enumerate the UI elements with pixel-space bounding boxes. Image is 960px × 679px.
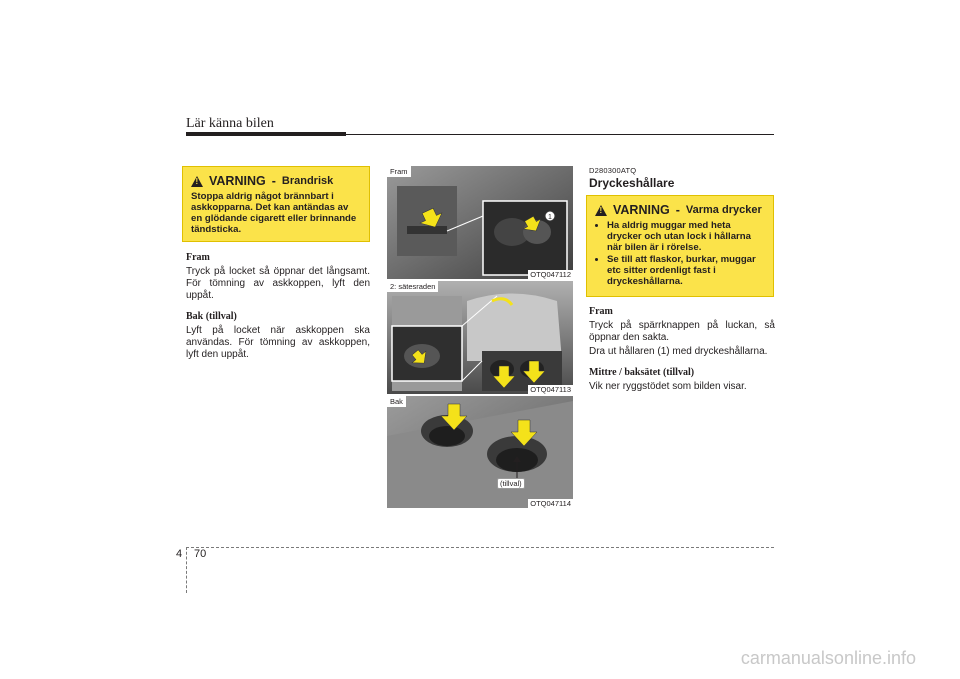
right-sections (589, 306, 775, 393)
image-code-2: OTQ047113 (530, 385, 571, 394)
section-heading-front: Fram (589, 306, 613, 317)
image-code-1: OTQ047112 (530, 270, 571, 279)
front-ashtray-illustration (387, 166, 573, 279)
warning-triangle-icon (595, 205, 607, 216)
warning-box-fire (182, 166, 370, 242)
section-heading-middle-rear: Mittre / baksätet (tillval) (589, 367, 695, 378)
section-text-front-2: Dra ut hållaren (1) med dryckeshållarna. (589, 346, 768, 357)
section-text-rear: Lyft på locket när askkoppen ska användas. För tömning av askkoppen, lyft den uppåt. (186, 325, 370, 360)
watermark: carmanualsonline.info (740, 648, 916, 668)
rear-holders-illustration (387, 396, 573, 508)
footer-vertical-rule (186, 547, 187, 593)
image-callout-optional: (tillval) (497, 478, 525, 489)
page-header-title: Lär känna bilen (186, 116, 274, 131)
section-text-front: Tryck på locket så öppnar det långsamt. För tömning av askkoppen, lyft den uppåt. (186, 266, 370, 301)
warning-subtitle: Brandrisk (281, 175, 334, 187)
left-sections (186, 252, 370, 361)
image-code-3: OTQ047114 (530, 499, 571, 508)
section-text-middle-rear: Vik ner ryggstödet som bilden visar. (589, 381, 747, 392)
section-heading-front: Fram (186, 252, 210, 263)
section-title-cupholders: Dryckeshållare (589, 176, 675, 190)
page-number: 70 (194, 548, 207, 560)
image-label-second-row: 2: sätesraden (387, 281, 438, 292)
header-rule (186, 134, 774, 135)
warning-list (595, 220, 765, 287)
warning-box-hot-drinks (586, 195, 774, 297)
warning-title: ! VARNING - Varma drycker (595, 203, 765, 217)
warning-title: ! VARNING - Brandrisk (191, 174, 361, 188)
photo-second-row (387, 281, 573, 394)
warning-list-item: • Se till att flaskor, burkar, muggar etc sitter ordenligt fast i dryckeshållarna. (607, 254, 765, 287)
image-label-front: Fram (387, 166, 411, 177)
section-text-front-1: Tryck på spärrknappen på luckan, så öppnar den sakta. (589, 320, 775, 343)
image-label-rear: Bak (387, 396, 406, 407)
svg-text:1: 1 (548, 214, 552, 221)
photo-front-ashtray (387, 166, 573, 279)
warning-list-item: • Ha aldrig muggar med heta drycker och utan lock i hållarna när bilen är i rörelse. (607, 220, 765, 253)
photo-rear-holders (387, 396, 573, 508)
warning-subtitle: Varma drycker (685, 204, 762, 216)
warning-text: Stoppa aldrig något brännbart i askkopparna. Det kan antändas av en glödande cigarett eller brinnande tändsticka. (191, 191, 357, 235)
section-code: D280300ATQ (589, 166, 637, 175)
second-row-illustration (387, 281, 573, 394)
section-heading-rear: Bak (tillval) (186, 311, 237, 322)
chapter-number: 4 (176, 548, 183, 560)
footer-rule (186, 547, 774, 548)
warning-triangle-icon (191, 176, 203, 187)
